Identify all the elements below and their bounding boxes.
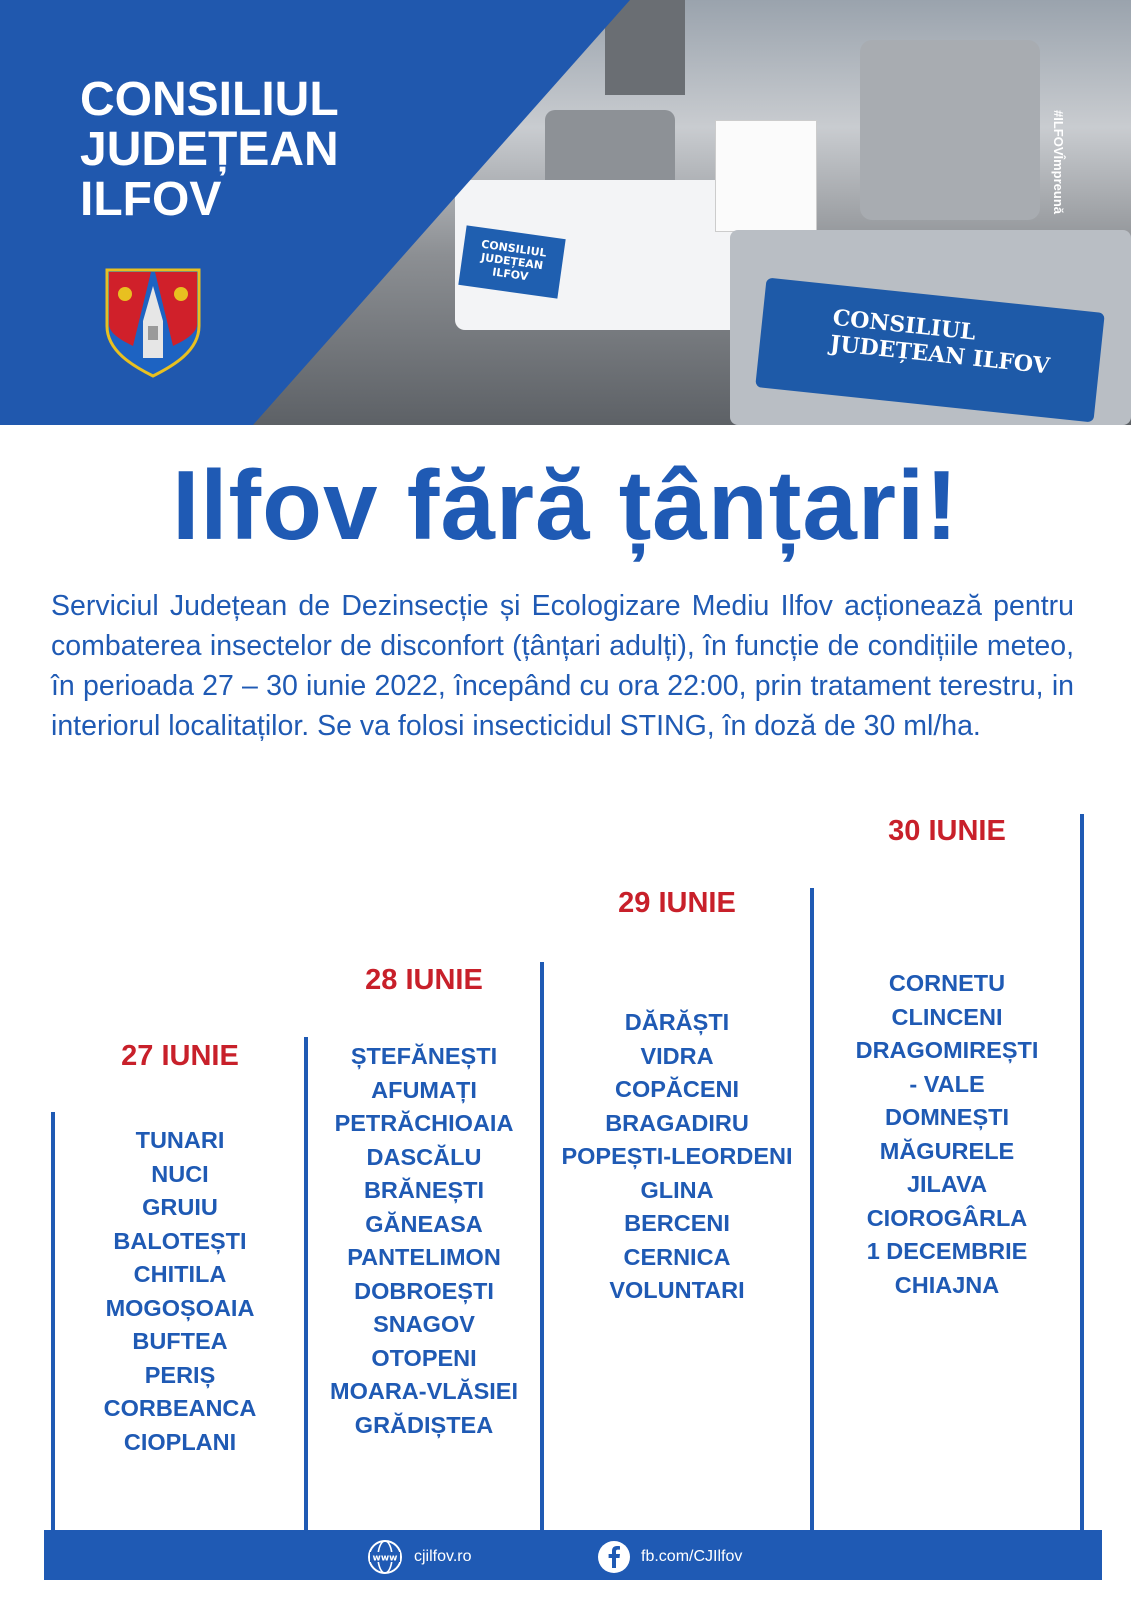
facebook-text: fb.com/CJIlfov <box>641 1548 743 1565</box>
place-item: VIDRA <box>640 1042 714 1069</box>
place-item: 1 DECEMBRIE <box>866 1238 1028 1264</box>
place-item: MOGOȘOAIA <box>105 1294 255 1321</box>
website-text: cjilfov.ro <box>414 1548 472 1565</box>
place-item: POPEȘTI-LEORDENI <box>561 1143 793 1169</box>
schedule-column-27 <box>56 1039 304 1459</box>
place-item: VOLUNTARI <box>609 1277 745 1303</box>
place-item: MOARA-VLĂSIEI <box>330 1378 518 1404</box>
facebook-link[interactable] <box>597 1540 742 1574</box>
place-item: CORBEANCA <box>103 1395 257 1421</box>
schedule-column-29 <box>545 886 809 1308</box>
place-item: CIOPLANI <box>123 1428 237 1455</box>
place-item: AFUMAȚI <box>371 1076 477 1103</box>
hashtag-vertical <box>1038 110 1078 310</box>
svg-text:www: www <box>372 1553 398 1564</box>
timeline-line-5 <box>1080 814 1084 1530</box>
place-item: OTOPENI <box>371 1344 477 1371</box>
place-item: DOBROEȘTI <box>354 1277 494 1304</box>
schedule-date: 27 IUNIE <box>121 1040 239 1072</box>
place-item: CIOROGÂRLA <box>866 1204 1028 1231</box>
facebook-icon <box>597 1540 631 1574</box>
place-item: CHIAJNA <box>894 1271 1000 1298</box>
photo-carton-box <box>715 120 817 232</box>
place-item: BUFTEA <box>132 1328 228 1354</box>
place-item: DASCĂLU <box>366 1143 482 1170</box>
intro-paragraph: Serviciul Județean de Dezinsecție și Ecologizare Mediu Ilfov acționează pentru combaterea insectelor de disconfort (țânțari adulți), în funcție de condițiile meteo, în perioada 27 – 30 iunie 2022, începând cu ora 22:00, prin tratament terestru, in interiorul localitaților. Se va folosi insecticidul STING, în doză de 30 ml/ha. <box>51 590 1074 742</box>
place-item: SNAGOV <box>373 1311 475 1337</box>
place-item: MĂGURELE <box>879 1137 1015 1164</box>
place-item: NUCI <box>151 1160 209 1187</box>
schedule-column-28 <box>309 963 539 1442</box>
schedule-date: 30 IUNIE <box>888 815 1006 847</box>
photo-truck-sign-right: CONSILIUL JUDEȚEAN ILFOV <box>755 278 1105 423</box>
place-item: CORNETU <box>888 970 1006 996</box>
place-item: COPĂCENI <box>614 1076 740 1102</box>
places-list <box>309 1040 539 1442</box>
place-item: PERIȘ <box>144 1361 216 1388</box>
timeline-line-3 <box>540 962 544 1530</box>
schedule-date: 28 IUNIE <box>365 964 483 996</box>
schedule-date: 29 IUNIE <box>618 887 736 919</box>
place-item: PETRĂCHIOAIA <box>334 1110 514 1136</box>
header-banner <box>0 0 1131 425</box>
place-item: CHITILA <box>133 1261 227 1287</box>
places-list <box>56 1124 304 1459</box>
org-name: CONSILIUL JUDEȚEAN ILFOV <box>80 73 339 226</box>
place-item: TUNARI <box>135 1127 225 1153</box>
place-item: DĂRĂȘTI <box>624 1009 730 1035</box>
place-item: BRĂNEȘTI <box>363 1177 485 1203</box>
place-item: GLINA <box>640 1176 714 1203</box>
county-crest-icon <box>103 266 203 378</box>
places-list <box>545 1006 809 1308</box>
place-item: - VALE <box>909 1070 985 1097</box>
place-item: GRUIU <box>142 1194 218 1220</box>
place-item: DRAGOMIREȘTI <box>855 1037 1039 1063</box>
website-link[interactable] <box>366 1540 472 1574</box>
place-item: BALOTEȘTI <box>113 1227 247 1254</box>
schedule-column-30 <box>815 814 1079 1302</box>
place-item: DOMNEȘTI <box>884 1104 1010 1130</box>
place-item: BRAGADIRU <box>605 1109 749 1136</box>
place-item: BERCENI <box>624 1210 730 1236</box>
place-item: GRĂDIȘTEA <box>354 1411 494 1438</box>
place-item: CLINCENI <box>891 1003 1003 1030</box>
hashtag-text: #ILFOVÎmpreună <box>1051 110 1066 215</box>
footer-bar <box>44 1530 1102 1580</box>
place-item: JILAVA <box>906 1171 988 1197</box>
place-item: CERNICA <box>623 1243 731 1270</box>
page-title: Ilfov fără țânțari! <box>172 450 959 560</box>
timeline-line-4 <box>810 888 814 1530</box>
photo-sprayer-right <box>860 40 1040 220</box>
timeline-line-1 <box>51 1112 55 1530</box>
places-list <box>815 967 1079 1302</box>
photo-truck-sign-left: CONSILIUL JUDEȚEAN ILFOV <box>458 225 565 298</box>
place-item: PANTELIMON <box>347 1244 501 1270</box>
globe-icon <box>366 1538 404 1576</box>
place-item: ȘTEFĂNEȘTI <box>350 1043 498 1069</box>
timeline-line-2 <box>304 1037 308 1530</box>
place-item: GĂNEASA <box>365 1210 483 1237</box>
